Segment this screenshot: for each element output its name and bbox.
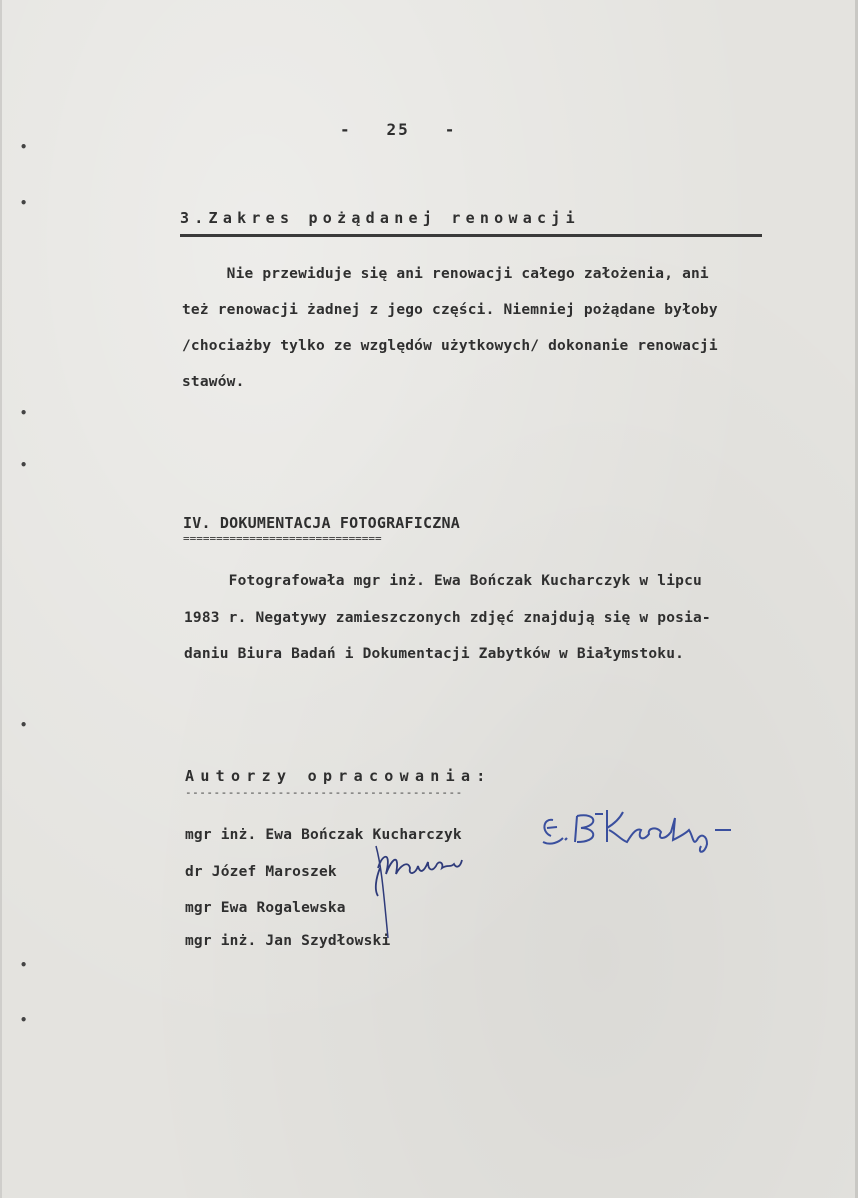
section-4-underline: ============================== — [183, 532, 382, 545]
section-3-line-4: stawów. — [182, 374, 245, 390]
section-3-line-3: /chociażby tylko ze względów użytkowych/ dokonanie renowacji — [182, 338, 718, 354]
page-number: - 25 - — [340, 120, 457, 139]
margin-dot: • — [20, 406, 28, 420]
author-1: mgr inż. Ewa Bończak Kucharczyk — [185, 827, 462, 843]
section-4-line-2: 1983 r. Negatywy zamieszczonych zdjęć znajdują się w posia- — [184, 610, 711, 626]
author-4: mgr inż. Jan Szydłowski — [185, 933, 391, 949]
signature-maroszek — [362, 838, 482, 948]
authors-heading: Autorzy opracowania: — [185, 767, 492, 785]
margin-dot: • — [20, 1013, 28, 1027]
author-2: dr Józef Maroszek — [185, 864, 337, 880]
margin-dot: • — [20, 196, 28, 210]
margin-dot: • — [20, 718, 28, 732]
section-4-line-3: daniu Biura Badań i Dokumentacji Zabytków w Białymstoku. — [184, 646, 685, 662]
section-4-heading: IV. DOKUMENTACJA FOTOGRAFICZNA — [183, 514, 460, 532]
margin-dot: • — [20, 140, 28, 154]
author-3: mgr Ewa Rogalewska — [185, 900, 346, 916]
margin-dot: • — [20, 458, 28, 472]
section-4-line-1: Fotografowała mgr inż. Ewa Bończak Kucharczyk w lipcu — [184, 573, 702, 589]
signature-kucharczyk — [537, 802, 787, 862]
authors-underline: --------------------------------------- — [185, 786, 463, 799]
margin-dot: • — [20, 958, 28, 972]
section-3-underline — [180, 234, 762, 237]
section-3-line-1: Nie przewiduje się ani renowacji całego założenia, ani — [182, 266, 709, 282]
section-3-heading: 3.Zakres pożądanej renowacji — [180, 209, 580, 227]
section-3-line-2: też renowacji żadnej z jego części. Niemniej pożądane byłoby — [182, 302, 718, 318]
